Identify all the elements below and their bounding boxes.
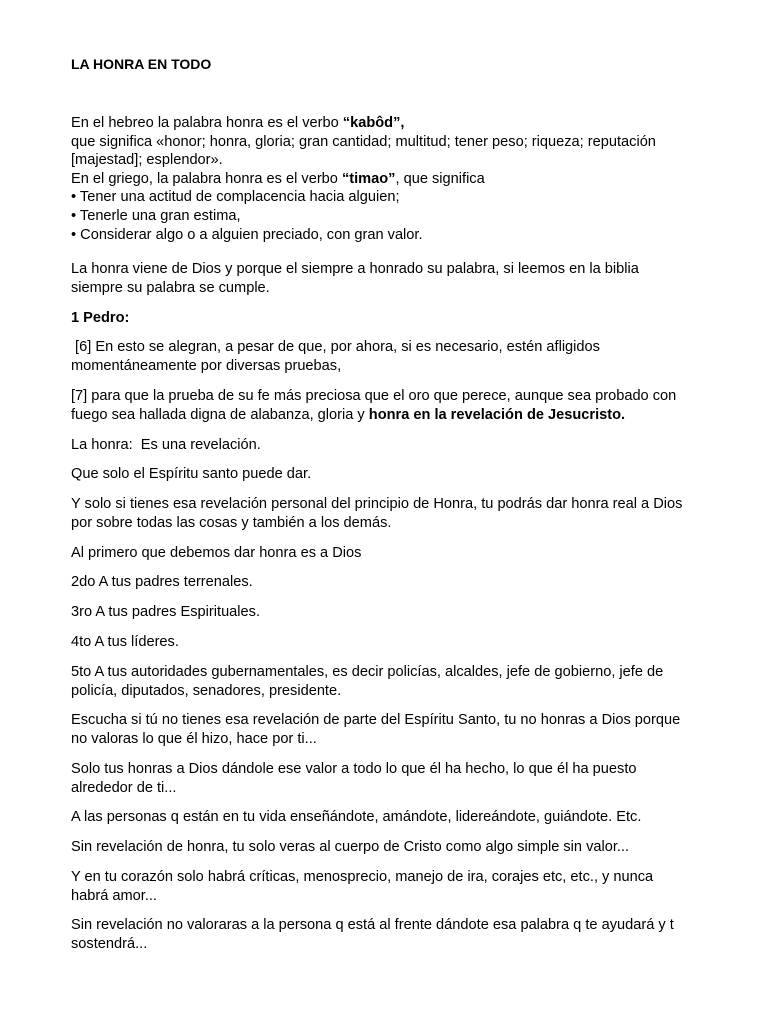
paragraph-corazon: Y en tu corazón solo habrá críticas, menosprecio, manejo de ira, corajes etc, etc., y nunca habrá amor... xyxy=(71,869,654,904)
heading-1-pedro: 1 Pedro: xyxy=(71,310,130,326)
bullet-item-3: • Considerar algo o a alguien preciado, con gran valor. xyxy=(71,226,423,243)
paragraph-escucha: Escucha si tú no tienes esa revelación de parte del Espíritu Santo, tu no honras a Dios porque no valoras lo que él hizo, hace por ti... xyxy=(71,712,681,747)
list-item-3ro: 3ro A tus padres Espirituales. xyxy=(71,604,261,620)
document-title: LA HONRA EN TODO xyxy=(71,56,212,72)
kabod-term: “kabôd”, xyxy=(342,115,405,131)
verse-7: [7] para que la prueba de su fe más preciosa que el oro que perece, aunque sea probado con fuego sea hallada digna de alabanza, gloria y honra en la revelación de Jesucristo. xyxy=(71,388,677,423)
paragraph-honra-dios: La honra viene de Dios y porque el siempre a honrado su palabra, si leemos en la biblia siempre su palabra se cumple. xyxy=(71,261,639,296)
verse-6: [6] En esto se alegran, a pesar de que, por ahora, si es necesario, estén afligidos momentáneamente por diversas pruebas, xyxy=(71,339,600,374)
verse-7-emphasis: honra en la revelación de Jesucristo. xyxy=(368,406,626,423)
paragraph-revelacion: La honra: Es una revelación. xyxy=(71,437,261,453)
paragraph-sin-revelacion: Sin revelación no valoraras a la persona q está al frente dándote esa palabra q te ayudará y t sostendrá... xyxy=(71,917,674,952)
paragraph-espiritu: Que solo el Espíritu santo puede dar. xyxy=(71,466,312,482)
paragraph-personas: A las personas q están en tu vida enseñándote, amándote, lidereándote, guiándote. Etc. xyxy=(71,809,642,825)
intro-paragraph xyxy=(71,114,711,244)
list-item-5to: 5to A tus autoridades gubernamentales, es decir policías, alcaldes, jefe de gobierno, jefe de policía, diputados, senadores, presidente. xyxy=(71,664,664,699)
paragraph-sin-honra: Sin revelación de honra, tu solo veras al cuerpo de Cristo como algo simple sin valor... xyxy=(71,839,630,855)
list-item-2do: 2do A tus padres terrenales. xyxy=(71,574,253,590)
paragraph-solo: Solo tus honras a Dios dándole ese valor a todo lo que él ha hecho, lo que él ha puesto alrededor de ti... xyxy=(71,761,637,796)
intro-line-4: En el griego, la palabra honra es el verbo “timao”, que significa xyxy=(71,170,485,187)
bullet-item-2: • Tenerle una gran estima, xyxy=(71,207,241,224)
paragraph-personal: Y solo si tienes esa revelación personal del principio de Honra, tu podrás dar honra real a Dios por sobre todas las cosas y también a los demás. xyxy=(71,496,683,531)
intro-line-3: [majestad]; esplendor». xyxy=(71,152,223,169)
bullet-item-1: • Tener una actitud de complacencia hacia alguien; xyxy=(71,189,400,206)
paragraph-primero: Al primero que debemos dar honra es a Dios xyxy=(71,545,362,561)
timao-term: “timao” xyxy=(341,170,396,187)
intro-line-1: En el hebreo la palabra honra es el verbo “kabôd”, xyxy=(71,115,405,131)
intro-line-2: que significa «honor; honra, gloria; gran cantidad; multitud; tener peso; riqueza; reputación xyxy=(71,133,656,150)
list-item-4to: 4to A tus líderes. xyxy=(71,634,179,650)
